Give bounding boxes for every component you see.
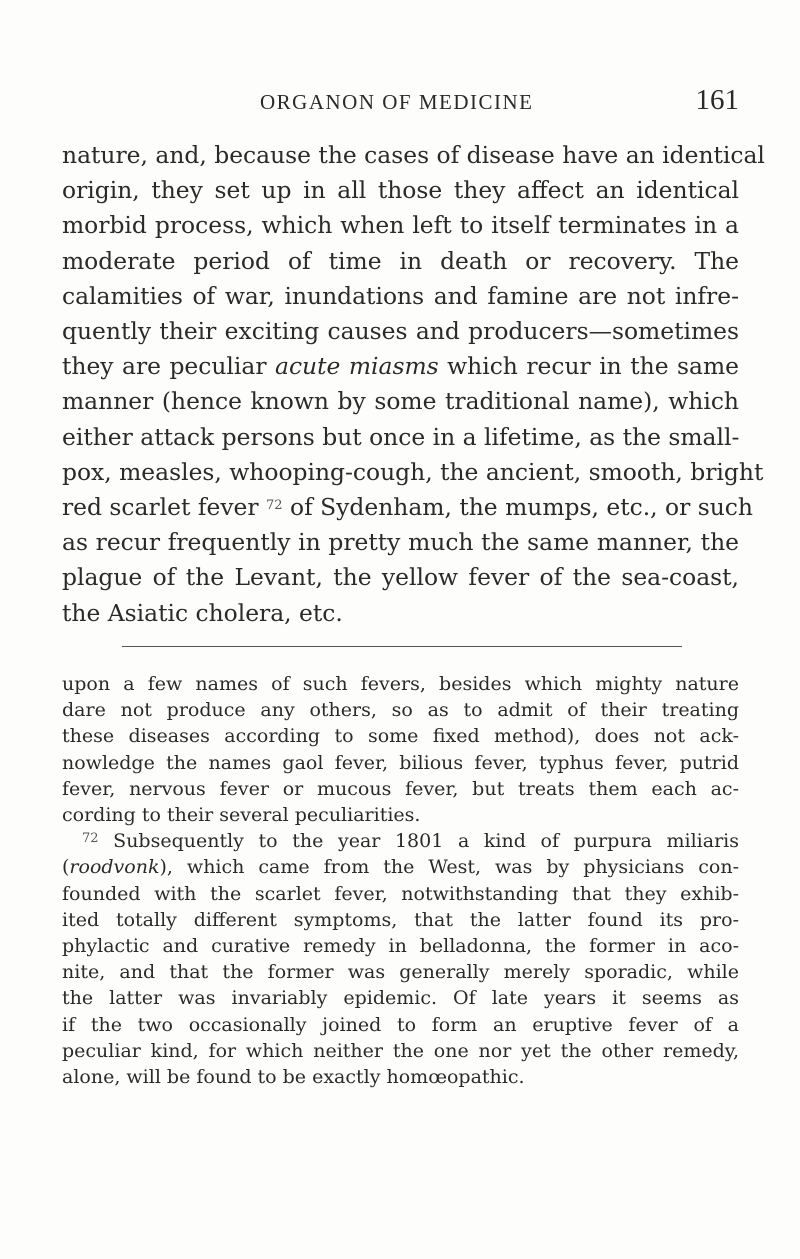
body-text: [62, 138, 765, 631]
text-line: moderate period of time in death or recovery. The: [62, 246, 739, 275]
footnote-line: nite, and that the former was generally merely sporadic, while: [62, 961, 739, 984]
roodvonk-emphasis: roodvonk: [69, 856, 160, 879]
footnotes: [62, 671, 739, 1090]
acute-miasms-emphasis: acute miasms: [275, 352, 439, 381]
footnote-line: these diseases according to some fixed method), does not ack-: [62, 725, 739, 748]
footnote-line: nowledge the names gaol fever, bilious fever, typhus fever, putrid: [62, 751, 739, 774]
text-line: [62, 349, 739, 384]
text-segment: they are peculiar: [62, 352, 267, 381]
page-header: [62, 84, 739, 124]
text-segment: which recur in the same: [447, 352, 739, 381]
text-line: manner (hence known by some traditional name), which: [62, 387, 739, 416]
footnote-line: phylactic and curative remedy in belladonna, the former in aco-: [62, 935, 739, 958]
footnote-marker-72: 72: [82, 831, 99, 847]
footnote-72-first-line: [82, 828, 739, 854]
running-head: ORGANON OF MEDICINE: [260, 90, 534, 114]
text-line: either attack persons but once in a lifetime, as the small-: [62, 422, 740, 451]
footnote-line: alone, will be found to be exactly homœopathic.: [62, 1066, 525, 1089]
text-segment: red scarlet fever: [62, 493, 259, 522]
text-line: as recur frequently in pretty much the same manner, the: [62, 528, 739, 557]
footnote-line: dare not produce any others, so as to admit of their treating: [62, 699, 739, 722]
text-line: plague of the Levant, the yellow fever of the sea-coast,: [62, 563, 739, 592]
text-line: quently their exciting causes and producers—sometimes: [62, 317, 739, 346]
text-line: morbid process, which when left to itself terminates in a: [62, 211, 739, 240]
footnote-line: upon a few names of such fevers, besides which mighty nature: [62, 673, 739, 695]
text-line: [62, 490, 753, 525]
page-number: 161: [695, 84, 739, 116]
footnote-line: peculiar kind, for which neither the one nor yet the other remedy,: [62, 1039, 739, 1062]
footnote-line: [62, 854, 739, 880]
text-segment: (: [62, 856, 70, 879]
footnote-line: if the two occasionally joined to form an eruptive fever of a: [62, 1013, 739, 1036]
text-line: nature, and, because the cases of disease have an identical: [62, 141, 765, 169]
text-line: calamities of war, inundations and famine are not infre-: [62, 281, 739, 310]
text-segment: of Sydenham, the mumps, etc., or such: [289, 493, 753, 522]
footnote-line: ited totally different symptoms, that the latter found its pro-: [62, 908, 739, 931]
text-segment: ), which came from the West, was by physicians con-: [159, 856, 739, 879]
footnote-divider: [122, 646, 682, 647]
text-line: the Asiatic cholera, etc.: [62, 598, 343, 627]
text-segment: Subsequently to the year 1801 a kind of purpura miliaris: [113, 830, 739, 853]
footnote-ref-72[interactable]: 72: [266, 498, 283, 514]
footnote-line: cording to their several peculiarities.: [62, 804, 421, 827]
footnote-line: founded with the scarlet fever, notwithstanding that they exhib-: [62, 882, 739, 905]
footnote-line: the latter was invariably epidemic. Of late years it seems as: [62, 987, 739, 1010]
text-line: origin, they set up in all those they affect an identical: [62, 176, 739, 205]
footnote-line: fever, nervous fever or mucous fever, but treats them each ac-: [62, 777, 739, 800]
text-line: pox, measles, whooping-cough, the ancient, smooth, bright: [62, 457, 764, 486]
